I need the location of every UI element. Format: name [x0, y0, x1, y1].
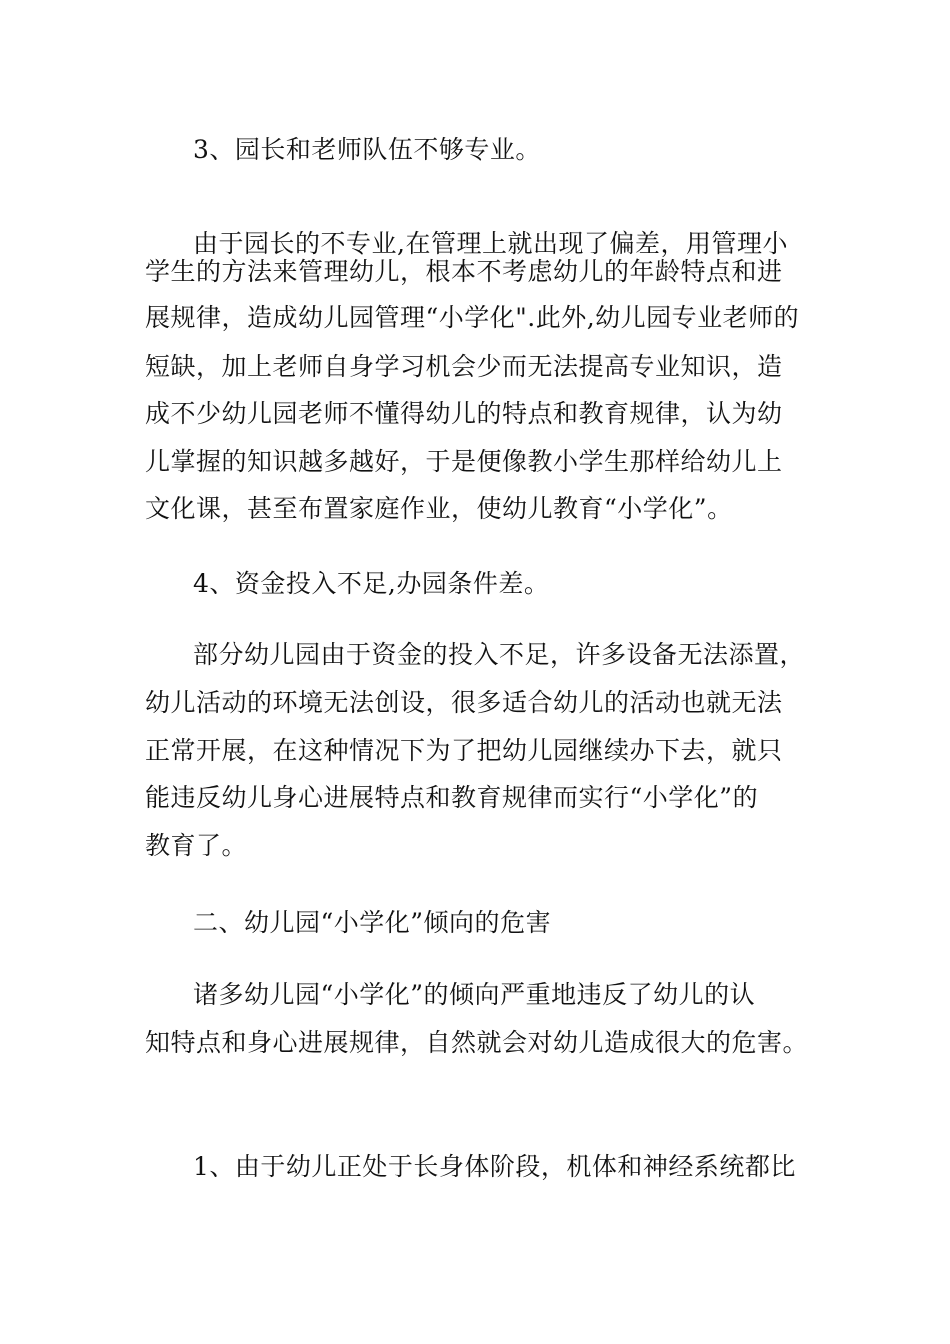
- paragraph-line: 诸多幼儿园“小学化”的倾向严重地违反了幼儿的认: [193, 980, 756, 1009]
- paragraph-line: 短缺，加上老师自身学习机会少而无法提高专业知识，造: [145, 352, 783, 381]
- paragraph-line: 部分幼儿园由于资金的投入不足，许多设备无法添置，: [193, 640, 806, 669]
- heading-point-4: 4、资金投入不足,办园条件差。: [193, 569, 550, 598]
- heading-point-3: 3、园长和老师队伍不够专业。: [193, 135, 541, 164]
- paragraph-line: 文化课，甚至布置家庭作业，使幼儿教育“小学化”。: [145, 494, 733, 523]
- paragraph-line: 成不少幼儿园老师不懂得幼儿的特点和教育规律，认为幼: [145, 399, 783, 428]
- paragraph-line: 展规律，造成幼儿园管理“小学化".此外,幼儿园专业老师的: [145, 303, 800, 332]
- paragraph-line: 1、由于幼儿正处于长身体阶段，机体和神经系统都比: [193, 1152, 796, 1181]
- paragraph-line: 正常开展，在这种情况下为了把幼儿园继续办下去，就只: [145, 736, 783, 765]
- paragraph-line: 能违反幼儿身心进展特点和教育规律而实行“小学化”的: [145, 783, 759, 812]
- paragraph-line: 儿掌握的知识越多越好，于是便像教小学生那样给幼儿上: [145, 447, 783, 476]
- paragraph-line: 幼儿活动的环境无法创设，很多适合幼儿的活动也就无法: [145, 688, 783, 717]
- paragraph-line: 学生的方法来管理幼儿，根本不考虑幼儿的年龄特点和进: [145, 257, 783, 286]
- paragraph-line: 教育了。: [145, 831, 248, 860]
- paragraph-line: 由于园长的不专业,在管理上就出现了偏差，用管理小: [193, 229, 788, 258]
- section-heading: 二、幼儿园“小学化”倾向的危害: [193, 908, 552, 937]
- paragraph-line: 知特点和身心进展规律，自然就会对幼儿造成很大的危害。: [145, 1028, 809, 1057]
